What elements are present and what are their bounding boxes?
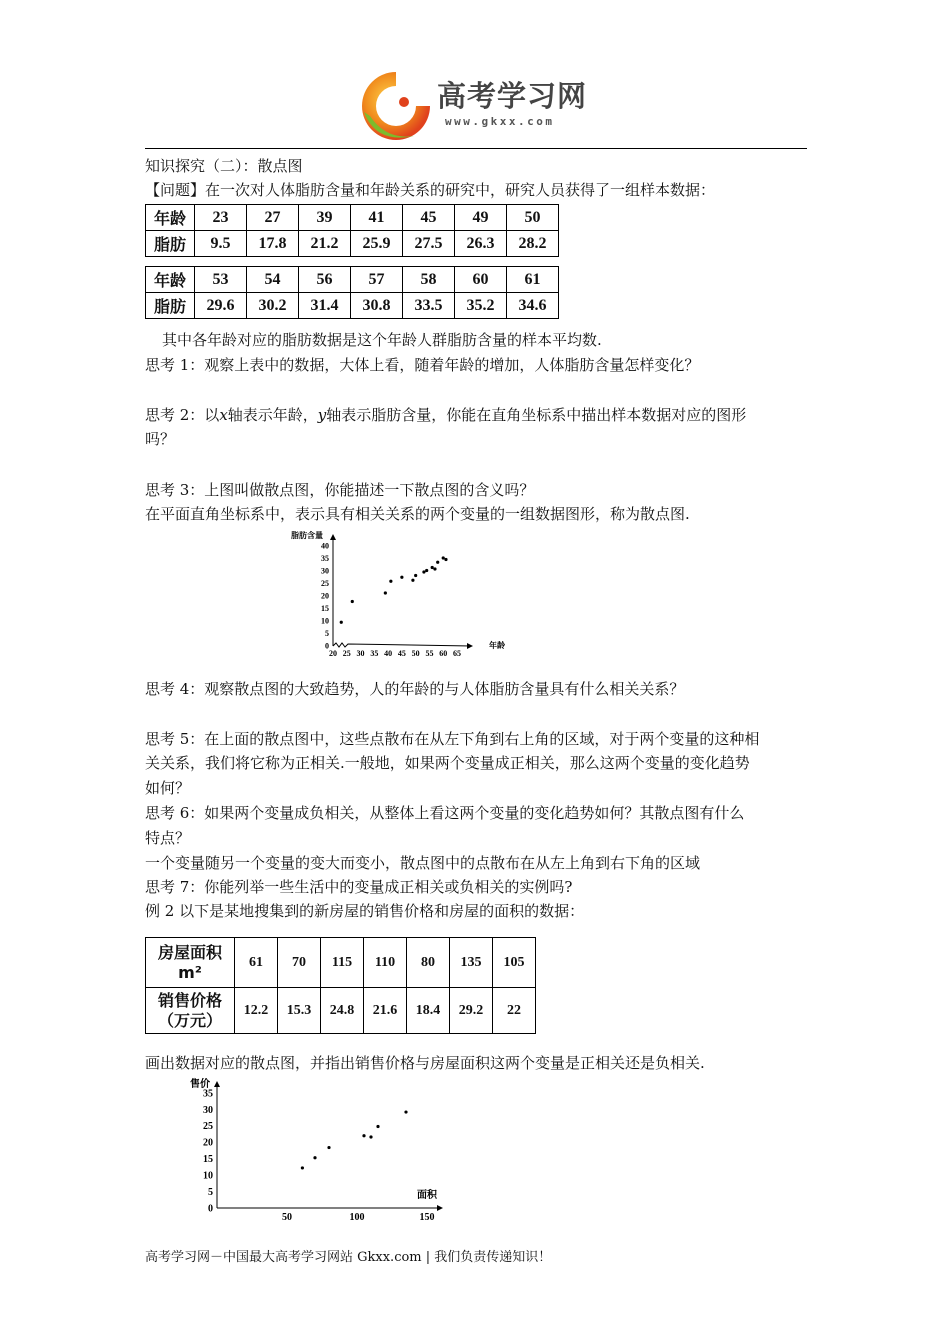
data-point — [327, 1146, 330, 1149]
x-tick-label: 30 — [356, 649, 365, 658]
y-tick-label: 10 — [203, 1170, 213, 1182]
data-point — [425, 569, 428, 572]
think-4: 思考 4：观察散点图的大致趋势，人的年龄的与人体脂肪含量具有什么相关关系？ — [145, 680, 685, 698]
table-row — [146, 988, 536, 1034]
table-row — [146, 293, 559, 319]
logo-url: www.gkxx.com — [445, 115, 555, 128]
table-cell: 34.6 — [507, 293, 559, 319]
y-tick-label: 20 — [321, 591, 329, 601]
table-cell: 60 — [455, 267, 507, 293]
area-price-scatter-chart — [185, 1074, 445, 1224]
table-cell: 27 — [247, 205, 299, 231]
logo-mark-icon — [356, 66, 436, 146]
x-tick-label: 65 — [453, 649, 461, 658]
footer-text: 高考学习网－中国最大高考学习网站 Gkxx.com | 我们负责传递知识！ — [145, 1250, 552, 1265]
table-cell: 29.6 — [195, 293, 247, 319]
note-text: 其中各年龄对应的脂肪数据是这个年龄人群脂肪含量的样本平均数. — [162, 331, 602, 349]
example-2-task: 画出数据对应的散点图，并指出销售价格与房屋面积这两个变量是正相关还是负相关. — [145, 1054, 705, 1072]
y-tick-label: 15 — [203, 1154, 213, 1166]
y-variable: y — [317, 406, 327, 424]
table-cell: 年龄 — [146, 267, 195, 293]
data-point — [436, 561, 439, 564]
y-axis-label: 脂肪含量 — [291, 531, 323, 540]
data-point — [444, 558, 447, 561]
table-cell: 57 — [351, 267, 403, 293]
table-cell: 年龄 — [146, 205, 195, 231]
table-cell: 25.9 — [351, 231, 403, 257]
problem-text: 【问题】在一次对人体脂肪含量和年龄关系的研究中，研究人员获得了一组样本数据： — [145, 181, 716, 199]
table-cell: 80 — [407, 938, 450, 988]
example-2: 例 2 以下是某地搜集到的新房屋的销售价格和房屋的面积的数据： — [145, 902, 585, 920]
table-cell: 23 — [195, 205, 247, 231]
header-divider — [145, 148, 807, 149]
data-point — [404, 1110, 407, 1113]
data-point — [389, 580, 392, 583]
table-cell: 脂肪 — [146, 231, 195, 257]
x-tick-label: 45 — [397, 649, 406, 658]
y-tick-label: 30 — [321, 566, 329, 576]
x-tick-label: 50 — [411, 649, 420, 658]
y-tick-label: 10 — [321, 616, 329, 626]
table-cell: 53 — [195, 267, 247, 293]
x-tick-label: 60 — [439, 649, 448, 658]
data-point — [301, 1166, 304, 1169]
table-cell: 135 — [450, 938, 493, 988]
data-point — [384, 591, 387, 594]
table-cell: 31.4 — [299, 293, 351, 319]
data-point — [422, 570, 425, 573]
data-point — [340, 621, 343, 624]
y-tick-label: 5 — [208, 1186, 213, 1198]
think-3: 思考 3：上图叫做散点图，你能描述一下散点图的含义吗？ — [145, 481, 535, 499]
data-point — [376, 1125, 379, 1128]
area-head-1: 房屋面积 — [157, 942, 222, 962]
x-tick-label: 40 — [384, 649, 393, 658]
y-tick-label: 25 — [321, 579, 329, 589]
x-tick-label: 55 — [425, 649, 434, 658]
think-6-line-2: 特点？ — [145, 829, 191, 847]
table-cell: 9.5 — [195, 231, 247, 257]
price-head-1: 销售价格 — [157, 990, 222, 1010]
age-fat-scatter-chart — [285, 526, 525, 658]
table-cell: 17.8 — [247, 231, 299, 257]
y-tick-label: 0 — [208, 1203, 213, 1215]
table-cell: 115 — [321, 938, 364, 988]
table-cell: 30.2 — [247, 293, 299, 319]
table-cell: 28.2 — [507, 231, 559, 257]
y-axis-label: 售价 — [190, 1079, 210, 1090]
y-axis-arrow-icon — [330, 534, 336, 540]
x-tick-label: 50 — [282, 1212, 292, 1223]
table-cell: 18.4 — [407, 988, 450, 1034]
y-tick-label: 35 — [321, 554, 329, 564]
logo-title: 高考学习网 — [437, 79, 588, 113]
x-variable: x — [219, 406, 228, 424]
y-tick-label: 15 — [321, 604, 329, 614]
area-head-2: m² — [178, 962, 202, 982]
data-point — [411, 579, 414, 582]
table-row — [146, 231, 559, 257]
x-tick-label: 100 — [349, 1212, 365, 1223]
table-cell: 35.2 — [455, 293, 507, 319]
table-cell: 21.6 — [364, 988, 407, 1034]
table-cell: 15.3 — [278, 988, 321, 1034]
table-cell: 30.8 — [351, 293, 403, 319]
table-row — [146, 267, 559, 293]
data-point — [414, 574, 417, 577]
x-axis-label: 面积 — [417, 1190, 437, 1201]
x-tick-label: 20 — [329, 649, 337, 658]
think-2-part: 思考 2：以 — [145, 406, 220, 424]
y-tick-label: 5 — [325, 629, 329, 639]
table-cell: 27.5 — [403, 231, 455, 257]
data-point — [442, 556, 445, 559]
data-point — [400, 576, 403, 579]
table-cell: 29.2 — [450, 988, 493, 1034]
negative-correlation-text: 一个变量随另一个变量的变大而变小，散点图中的点散布在从左上角到右下角的区域 — [145, 854, 701, 872]
data-point — [431, 566, 434, 569]
y-tick-label: 40 — [321, 541, 329, 551]
table-cell: 49 — [455, 205, 507, 231]
house-price-table — [145, 937, 536, 1034]
y-tick-label: 35 — [203, 1088, 213, 1100]
think-2-part: 轴表示年龄， — [227, 406, 318, 424]
think-2 — [145, 404, 810, 426]
data-point — [433, 567, 436, 570]
think-5-line-2: 关关系，我们将它称为正相关.一般地，如果两个变量成正相关，那么这两个变量的变化趋势 — [145, 754, 750, 772]
table-cell: 70 — [278, 938, 321, 988]
think-2-part: 轴表示脂肪含量，你能在直角坐标系中描出样本数据对应的图形 — [326, 406, 747, 424]
table-cell — [146, 988, 235, 1034]
table-cell: 脂肪 — [146, 293, 195, 319]
table-cell: 61 — [235, 938, 278, 988]
think-5-line-1: 思考 5：在上面的散点图中，这些点散布在从左下角到右上角的区域，对于两个变量的这种相 — [145, 730, 760, 748]
table-cell: 58 — [403, 267, 455, 293]
price-head-2: （万元） — [157, 1010, 222, 1030]
age-fat-table-1 — [145, 204, 559, 257]
table-cell: 61 — [507, 267, 559, 293]
age-fat-table-2 — [145, 266, 559, 319]
x-axis-arrow-icon — [467, 643, 473, 649]
table-cell: 41 — [351, 205, 403, 231]
x-tick-label: 25 — [342, 649, 351, 658]
table-cell: 54 — [247, 267, 299, 293]
table-cell: 105 — [493, 938, 536, 988]
table-cell: 24.8 — [321, 988, 364, 1034]
definition-text: 在平面直角坐标系中，表示具有相关关系的两个变量的一组数据图形，称为散点图. — [145, 505, 690, 523]
x-axis — [333, 643, 471, 647]
y-axis-arrow-icon — [214, 1081, 220, 1087]
x-tick-label: 150 — [419, 1212, 435, 1223]
table-cell — [146, 938, 235, 988]
data-point — [362, 1134, 365, 1137]
y-tick-label: 0 — [325, 641, 329, 651]
data-point — [369, 1135, 372, 1138]
section-title: 知识探究（二）：散点图 — [145, 157, 303, 175]
think-5-line-3: 如何？ — [145, 779, 191, 797]
table-row — [146, 205, 559, 231]
think-2-end: 吗？ — [145, 430, 176, 448]
table-cell: 22 — [493, 988, 536, 1034]
data-point — [313, 1156, 316, 1159]
x-axis-label: 年龄 — [489, 641, 505, 650]
table-cell: 50 — [507, 205, 559, 231]
think-1: 思考 1：观察上表中的数据，大体上看，随着年龄的增加，人体脂肪含量怎样变化？ — [145, 356, 700, 374]
y-tick-label: 20 — [203, 1137, 213, 1149]
table-cell: 21.2 — [299, 231, 351, 257]
table-cell: 39 — [299, 205, 351, 231]
y-tick-label: 25 — [203, 1121, 213, 1133]
table-cell: 33.5 — [403, 293, 455, 319]
y-tick-label: 30 — [203, 1104, 213, 1116]
table-cell: 12.2 — [235, 988, 278, 1034]
table-cell: 26.3 — [455, 231, 507, 257]
table-cell: 45 — [403, 205, 455, 231]
think-6-line-1: 思考 6：如果两个变量成负相关，从整体上看这两个变量的变化趋势如何？其散点图有什么 — [145, 804, 745, 822]
table-cell: 56 — [299, 267, 351, 293]
x-tick-label: 35 — [370, 649, 379, 658]
table-row — [146, 938, 536, 988]
data-point — [351, 600, 354, 603]
table-cell: 110 — [364, 938, 407, 988]
think-7: 思考 7：你能列举一些生活中的变量成正相关或负相关的实例吗? — [145, 878, 573, 896]
x-axis-arrow-icon — [437, 1205, 443, 1211]
